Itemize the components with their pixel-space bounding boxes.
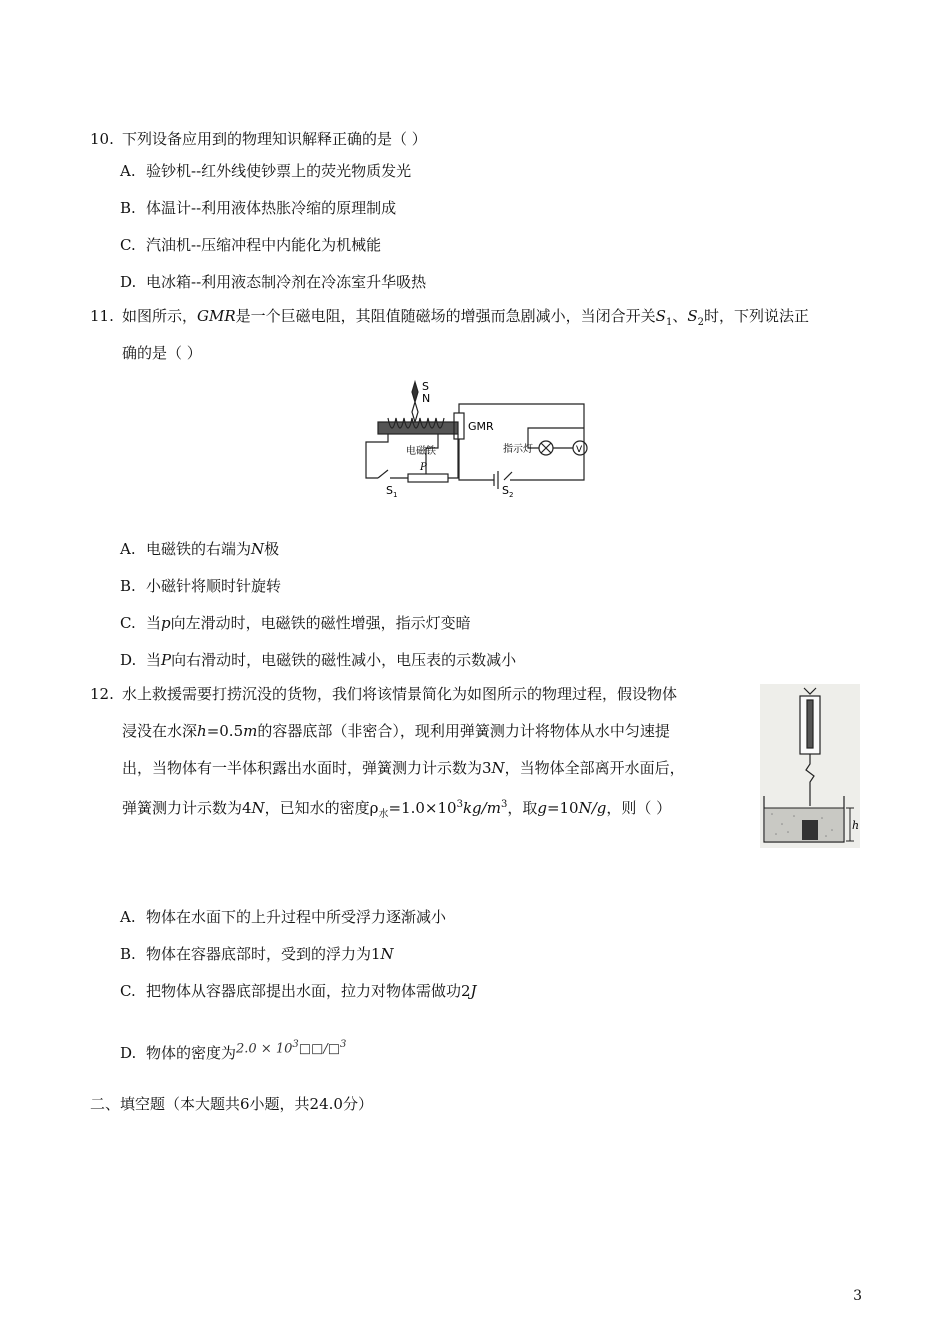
q12-spring-scale-figure — [760, 684, 860, 848]
svg-text:h: h — [852, 819, 860, 832]
q11-option-b: B. 小磁针将顺时针旋转 — [120, 577, 282, 595]
q11-circuit-figure — [358, 378, 598, 500]
q12-line1: 水上救援需要打捞沉没的货物，我们将该情景简化为如图所示的物理过程，假设物体 — [122, 685, 678, 703]
svg-text:电磁铁: 电磁铁 — [406, 446, 436, 457]
q12-option-a: A. 物体在水面下的上升过程中所受浮力逐渐减小 — [120, 908, 447, 926]
q11-option-d: D. 当P向右滑动时，电磁铁的磁性减小，电压表的示数减小 — [120, 651, 517, 669]
q12-line4: 弹簧测力计示数为4N，已知水的密度$\rho_水=1.0\times 10^3kg/m^3$，取g=10N/g，则（ ） — [122, 799, 672, 820]
q12-line2: 浸没在水深h=0.5m的容器底部（非密合），现利用弹簧测力计将物体从水中匀速提 — [122, 722, 670, 740]
q11-stem-line1: 如图所示，GMR是一个巨磁电阻，其阻值随磁场的增强而急剧减小，当闭合开关$S_1$、$S_2$时，下列说法正 — [122, 307, 810, 328]
q12-line3: 出，当物体有一半体积露出水面时，弹簧测力计示数为3N，当物体全部离开水面后， — [122, 759, 685, 777]
svg-text:P: P — [420, 462, 427, 473]
q10-option-d: D. 电冰箱--利用液态制冷剂在冷冻室升华吸热 — [120, 273, 427, 291]
svg-text:S: S — [422, 380, 429, 393]
svg-text:S: S — [502, 484, 509, 497]
q12-number: 12. — [90, 685, 114, 703]
q12-option-c: C. 把物体从容器底部提出水面，拉力对物体需做功2J — [120, 982, 477, 1000]
q12-option-d: D. 物体的密度为$2.0 \times 10^3□□/□^3$ — [120, 1042, 346, 1072]
q10-stem: 下列设备应用到的物理知识解释正确的是（ ） — [122, 130, 427, 148]
svg-text:S: S — [386, 484, 393, 497]
q12-d-density-formula: $2.0 \times 10^3□□/□^3$ — [236, 1038, 347, 1056]
svg-text:GMR: GMR — [468, 420, 494, 433]
svg-text:指示灯: 指示灯 — [503, 444, 533, 455]
svg-text:1: 1 — [393, 491, 398, 499]
q12-option-b: B. 物体在容器底部时，受到的浮力为1N — [120, 945, 394, 963]
q11-option-c: C. 当p向左滑动时，电磁铁的磁性增强，指示灯变暗 — [120, 614, 471, 632]
q11-stem-line2: 确的是（ ） — [122, 344, 202, 362]
page-number: 3 — [853, 1288, 862, 1304]
q10-option-c: C. 汽油机--压缩冲程中内能化为机械能 — [120, 236, 382, 254]
svg-text:V: V — [576, 445, 583, 455]
q10-option-a: A. 验钞机--红外线使钞票上的荧光物质发光 — [120, 162, 412, 180]
svg-text:2: 2 — [509, 491, 514, 499]
q11-number: 11. — [90, 307, 114, 325]
q10-number: 10. — [90, 130, 114, 148]
q10-option-b: B. 体温计--利用液体热胀冷缩的原理制成 — [120, 199, 397, 217]
section-2-heading: 二、填空题（本大题共6小题，共24.0分） — [90, 1095, 373, 1113]
svg-text:N: N — [422, 392, 431, 405]
q11-option-a: A. 电磁铁的右端为N极 — [120, 540, 280, 558]
compass-needle-icon — [412, 382, 418, 402]
